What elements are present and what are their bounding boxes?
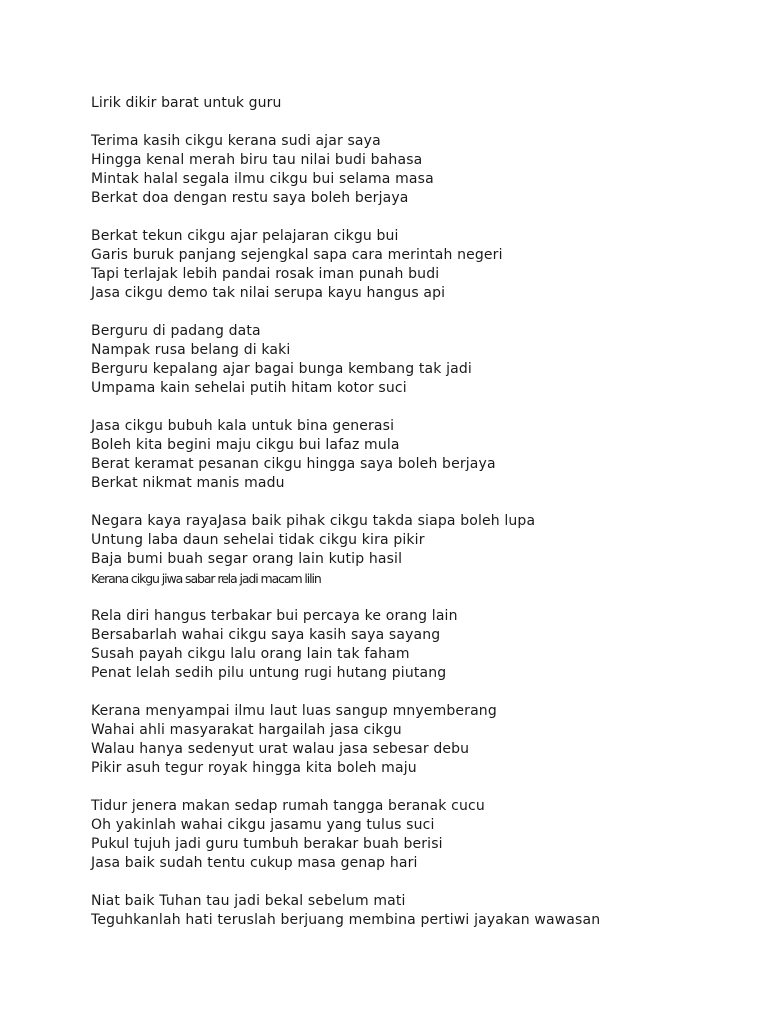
lyric-line: Pukul tujuh jadi guru tumbuh berakar buah berisi [91, 836, 443, 852]
lyric-line: Walau hanya sedenyut urat walau jasa sebesar debu [91, 741, 470, 757]
lyric-line: Berkat doa dengan restu saya boleh berjaya [91, 190, 409, 206]
stanza-3 [91, 322, 731, 398]
lyric-line: Hingga kenal merah biru tau nilai budi bahasa [91, 152, 423, 168]
lyrics-body [91, 94, 731, 949]
lyric-line-condensed: Kerana cikgu jiwa sabar rela jadi macam lilin [91, 571, 321, 586]
stanza-2 [91, 227, 731, 303]
lyric-line: Terima kasih cikgu kerana sudi ajar saya [91, 133, 381, 149]
lyric-line: Berguru di padang data [91, 323, 261, 339]
lyric-line: Jasa baik sudah tentu cukup masa genap hari [91, 855, 418, 871]
lyric-line: Boleh kita begini maju cikgu bui lafaz mula [91, 437, 400, 453]
lyric-line: Tapi terlajak lebih pandai rosak iman punah budi [91, 266, 440, 282]
lyric-line: Tidur jenera makan sedap rumah tangga beranak cucu [91, 798, 485, 814]
lyric-line: Niat baik Tuhan tau jadi bekal sebelum mati [91, 893, 406, 909]
lyric-line: Jasa cikgu demo tak nilai serupa kayu hangus api [91, 285, 446, 301]
lyric-line: Untung laba daun sehelai tidak cikgu kira pikir [91, 532, 425, 548]
stanza-9 [91, 892, 731, 930]
lyric-line: Jasa cikgu bubuh kala untuk bina generasi [91, 418, 395, 434]
stanza-1 [91, 132, 731, 208]
stanza-5 [91, 512, 731, 588]
lyric-line: Berkat nikmat manis madu [91, 475, 285, 491]
lyric-line: Susah payah cikgu lalu orang lain tak faham [91, 646, 410, 662]
lyric-line: Oh yakinlah wahai cikgu jasamu yang tulus suci [91, 817, 435, 833]
lyric-line: Garis buruk panjang sejengkal sapa cara merintah negeri [91, 247, 503, 263]
stanza-6 [91, 607, 731, 683]
lyric-line: Pikir asuh tegur royak hingga kita boleh maju [91, 760, 417, 776]
lyric-line: Umpama kain sehelai putih hitam kotor suci [91, 380, 407, 396]
document-title: Lirik dikir barat untuk guru [91, 95, 282, 111]
lyric-line: Penat lelah sedih pilu untung rugi hutang piutang [91, 665, 447, 681]
stanza-7 [91, 702, 731, 778]
lyric-line: Kerana menyampai ilmu laut luas sangup mnyemberang [91, 703, 497, 719]
lyric-line: Berat keramat pesanan cikgu hingga saya boleh berjaya [91, 456, 496, 472]
lyric-line: Bersabarlah wahai cikgu saya kasih saya sayang [91, 627, 441, 643]
lyric-line: Negara kaya rayaJasa baik pihak cikgu takda siapa boleh lupa [91, 513, 536, 529]
lyric-line: Berkat tekun cikgu ajar pelajaran cikgu bui [91, 228, 399, 244]
lyric-line: Mintak halal segala ilmu cikgu bui selama masa [91, 171, 434, 187]
lyric-line: Teguhkanlah hati teruslah berjuang membina pertiwi jayakan wawasan [91, 912, 601, 928]
lyric-line: Nampak rusa belang di kaki [91, 342, 291, 358]
lyric-line: Wahai ahli masyarakat hargailah jasa cikgu [91, 722, 402, 738]
lyric-line: Rela diri hangus terbakar bui percaya ke orang lain [91, 608, 458, 624]
lyric-line: Berguru kepalang ajar bagai bunga kembang tak jadi [91, 361, 472, 377]
stanza-4 [91, 417, 731, 493]
lyric-line: Baja bumi buah segar orang lain kutip hasil [91, 551, 403, 567]
stanza-8 [91, 797, 731, 873]
